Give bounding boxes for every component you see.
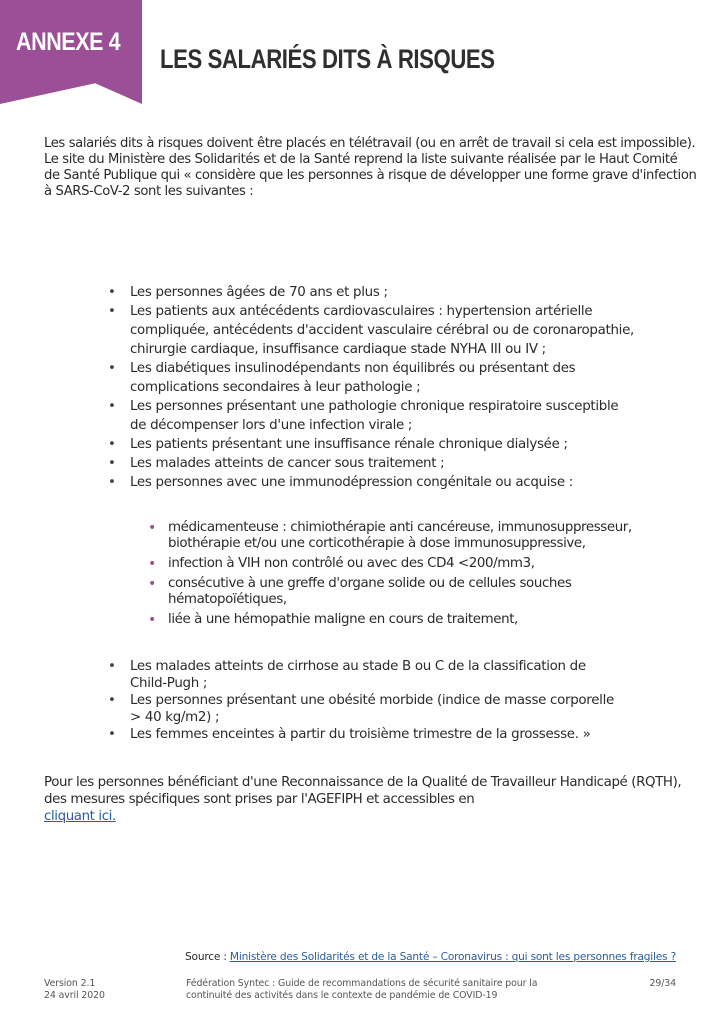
rqth-line: des mesures spécifiques sont prises par l'AGEFIPH et accessibles en cliquant ici.: [44, 792, 475, 824]
list-item: • Les femmes enceintes à partir du troisième trimestre de la grossesse. »: [108, 727, 591, 742]
intro-line: Le site du Ministère des Solidarités et de la Santé reprend la liste suivante réalisée par le Haut Comité: [44, 152, 678, 167]
footer-page-number: [649, 978, 676, 990]
source-label: Source :: [185, 951, 230, 963]
source-link[interactable]: Ministère des Solidarités et de la Santé – Coronavirus : qui sont les personnes fragiles ?: [229, 951, 676, 963]
list-item: • Les personnes âgées de 70 ans et plus ;: [108, 285, 388, 300]
bullet-icon: •: [108, 437, 116, 452]
bullet-icon: •: [108, 693, 116, 708]
doc-title-line: continuité des activités dans le contexte de pandémie de COVID-19: [186, 990, 498, 1001]
purple-bullet-icon: •: [148, 612, 156, 628]
list-item: • Les patients aux antécédents cardiovasculaires : hypertension artérielle compliquée, antécédents d'accident vasculaire cérébral ou de coronaropathie, chirurgie cardiaque, insuffisance cardiaque stade NYHA III ou IV ;: [108, 304, 634, 357]
sub-list-item: • consécutive à une greffe d'organe solide ou de cellules souches hématopoïétiques,: [148, 576, 572, 607]
bullet-icon: •: [108, 399, 116, 414]
sub-list-item: • médicamenteuse : chimiothérapie anti cancéreuse, immunosuppresseur, biothérapie et/ou une corticothérapie à dose immunosuppressive,: [148, 520, 632, 551]
list-item: • Les personnes présentant une pathologie chronique respiratoire susceptible de décompenser lors d'une infection virale ;: [108, 399, 619, 433]
annex-badge-label: ANNEXE 4: [16, 28, 121, 56]
bullet-icon: •: [108, 285, 116, 300]
version-text: Version 2.1: [44, 978, 96, 989]
intro-line: à SARS-CoV-2 sont les suivantes :: [44, 184, 254, 199]
intro-line: de Santé Publique qui « considère que les personnes à risque de développer une forme grave d'infection: [44, 168, 697, 183]
cliquant-ici-link[interactable]: cliquant ici.: [44, 809, 116, 824]
footer-document-title: [186, 978, 537, 1002]
purple-bullet-icon: •: [148, 520, 156, 536]
risk-list-continued: [108, 659, 614, 745]
rqth-paragraph: [44, 774, 684, 825]
list-item: • Les diabétiques insulinodépendants non équilibrés ou présentant des complications secondaires à leur pathologie ;: [108, 361, 576, 395]
page-number: 29/34: [649, 978, 676, 989]
bullet-icon: •: [108, 304, 116, 319]
bullet-icon: •: [108, 475, 116, 490]
purple-bullet-icon: •: [148, 556, 156, 572]
list-item: • Les personnes présentant une obésité morbide (indice de masse corporelle > 40 kg/m2) ;: [108, 693, 614, 725]
page-title: LES SALARIÉS DITS À RISQUES: [160, 44, 495, 74]
bullet-icon: •: [108, 456, 116, 471]
bullet-icon: •: [108, 361, 116, 376]
doc-title-line: Fédération Syntec : Guide de recommandations de sécurité sanitaire pour la: [186, 978, 538, 989]
immuno-sublist: [146, 520, 632, 632]
footer-version: [44, 978, 105, 1002]
bullet-icon: •: [108, 727, 116, 742]
intro-line: Les salariés dits à risques doivent être placés en télétravail (ou en arrêt de travail si cela est impossible).: [44, 136, 696, 151]
list-item: • Les malades atteints de cancer sous traitement ;: [108, 456, 445, 471]
list-item: • Les patients présentant une insuffisance rénale chronique dialysée ;: [108, 437, 568, 452]
intro-paragraph: [44, 136, 697, 200]
sub-list-item: • liée à une hémopathie maligne en cours de traitement,: [148, 612, 518, 628]
sub-list-item: • infection à VIH non contrôlé ou avec des CD4 <200/mm3,: [148, 556, 535, 572]
risk-list: [108, 283, 634, 492]
source-note: [185, 951, 676, 963]
list-item: • Les personnes avec une immunodépression congénitale ou acquise :: [108, 475, 573, 490]
rqth-line: Pour les personnes bénéficiant d'une Reconnaissance de la Qualité de Travailleur Handicapé (RQTH),: [44, 775, 682, 790]
date-text: 24 avril 2020: [44, 990, 105, 1001]
bullet-icon: •: [108, 659, 116, 674]
purple-bullet-icon: •: [148, 576, 156, 592]
list-item: • Les malades atteints de cirrhose au stade B ou C de la classification de Child-Pugh ;: [108, 659, 586, 691]
